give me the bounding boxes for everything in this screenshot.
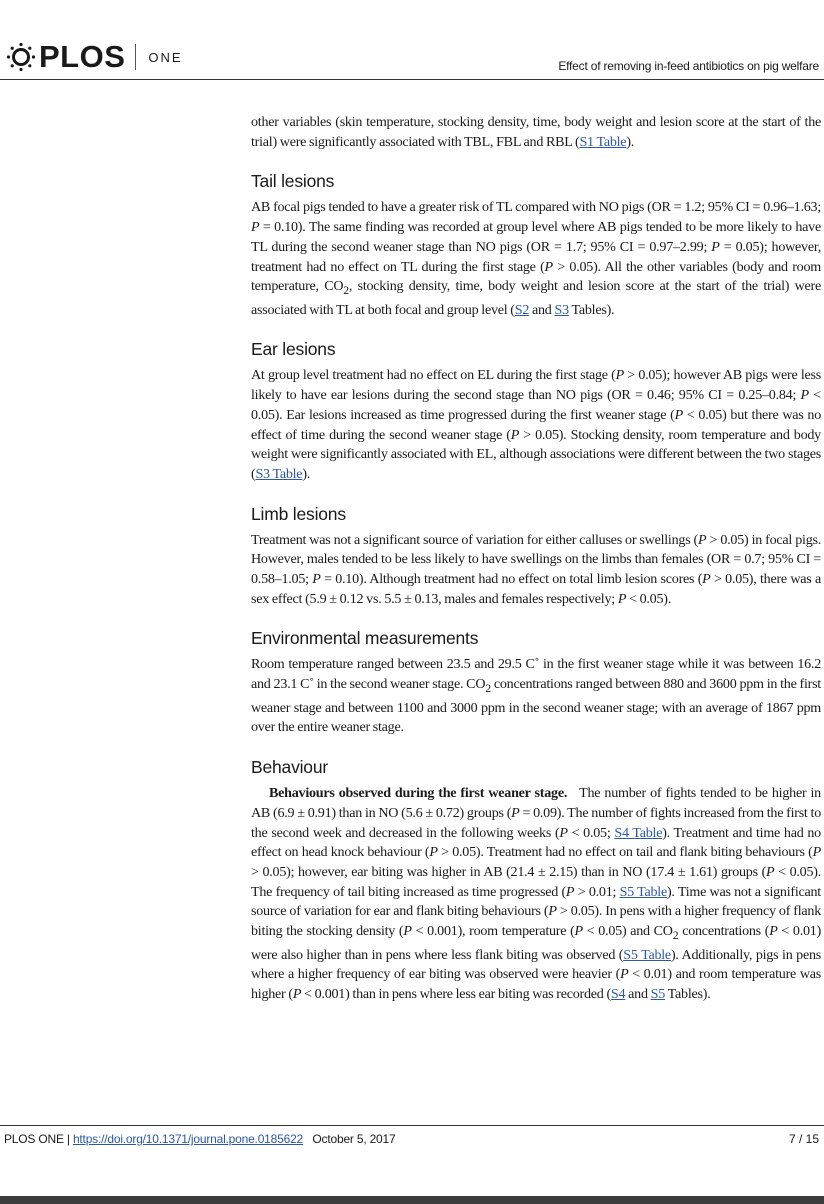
text-run: ). Time was not a significant source of variation for ear and flank biting behaviours (: [251, 883, 821, 920]
p-symbol: P: [812, 844, 821, 861]
s4-link[interactable]: S4: [610, 985, 626, 1002]
text-run: < 0.001) than in pens where less ear biting was recorded (: [301, 985, 611, 1002]
p-symbol: P: [766, 863, 775, 880]
p-symbol: P: [559, 824, 568, 841]
p-symbol: P: [615, 367, 624, 384]
p-symbol: P: [429, 844, 438, 861]
text-run: and: [625, 985, 651, 1002]
page-number: 7 / 15: [788, 1132, 819, 1146]
text-run: > 0.05). In pens with a higher frequency of flank biting the stocking density (: [251, 903, 822, 940]
logo-plos-text: PLOS: [39, 39, 126, 74]
text-run: > 0.05); however AB pigs were less likely to have ear lesions during the second stage than NO pigs (OR = 0.46; 95% CI = 0.25–0.84;: [251, 367, 821, 404]
ear-lesions-heading: Ear lesions: [251, 339, 336, 360]
runin-heading: Behaviours observed during the first weaner stage.: [269, 785, 568, 802]
running-title: Effect of removing in-feed antibiotics on pig welfare: [558, 59, 819, 73]
p-symbol: P: [510, 426, 520, 443]
text-run: < 0.01) and room temperature was higher (: [251, 966, 821, 1002]
text-run: < 0.05) and CO: [582, 923, 673, 940]
limb-lesions-paragraph: [251, 531, 821, 610]
logo-journal-text: ONE: [148, 49, 183, 65]
text-run: ).: [626, 133, 635, 150]
text-run: > 0.05) in focal pigs. However, males tended to be less likely to have swellings on the limbs than females (OR = 0.7; 95% CI = 0.58–1.05;: [251, 531, 821, 588]
environment-paragraph: [251, 655, 821, 738]
text-run: At group level treatment had no effect on EL during the first stage (: [251, 367, 616, 384]
article-body: [251, 113, 821, 1005]
tail-lesions-paragraph: [251, 198, 821, 320]
text-run: ). Treatment and time had no effect on head knock behaviour (: [251, 824, 821, 861]
behaviour-paragraph: [251, 784, 821, 1005]
text-run: < 0.001), room temperature (: [411, 923, 575, 940]
s5-table-link[interactable]: S5 Table: [623, 946, 671, 963]
p-symbol: P: [565, 883, 575, 900]
text-run: = 0.05); however, treatment had no effect on TL during the first stage (: [251, 238, 821, 275]
text-run: > 0.01;: [574, 883, 620, 900]
intro-paragraph: [251, 113, 821, 152]
limb-lesions-heading: Limb lesions: [251, 503, 346, 524]
text-run: < 0.05).: [626, 590, 671, 607]
text-run: = 0.09). The number of fights increased from the first to the second week and decreased in the following weeks (: [251, 804, 822, 841]
p-symbol: P: [698, 531, 707, 548]
p-symbol: P: [511, 804, 520, 821]
p-symbol: P: [574, 923, 583, 940]
text-run: < 0.01) were also higher than in pens where less flank biting was observed (: [251, 923, 822, 963]
s1-table-link[interactable]: S1 Table: [579, 133, 627, 150]
text-run: , stocking density, time, body weight and lesion score at the start of the trial) were associated with TL at both focal and group level (: [251, 278, 821, 318]
text-run: concentrations ranged between 880 and 3600 ppm in the first weaner stage and between 1100 and 3000 ppm in the second weaner stage; with an average of 1867 ppm over the entire weaner stage.: [251, 676, 821, 736]
p-symbol: P: [769, 923, 778, 940]
text-run: concentrations (: [678, 923, 770, 940]
tail-lesions-heading: Tail lesions: [251, 171, 335, 192]
p-symbol: P: [674, 406, 683, 423]
doi-link[interactable]: https://doi.org/10.1371/journal.pone.0185622: [72, 1132, 304, 1146]
footer-divider: [0, 1125, 824, 1126]
footer-journal: PLOS ONE |: [4, 1132, 73, 1146]
p-symbol: P: [617, 590, 627, 607]
s3-table-link[interactable]: S3 Table: [255, 465, 303, 482]
p-symbol: P: [711, 238, 720, 255]
text-run: and: [529, 301, 555, 318]
p-symbol: P: [544, 258, 553, 275]
footer-citation: [4, 1132, 395, 1146]
behaviour-heading: Behaviour: [251, 757, 329, 778]
text-run: Room temperature ranged between 23.5 and 29.5 C˚ in the first weaner stage while it was between 16.2 and 23.1 C˚ in the second weaner stage. CO: [251, 656, 821, 693]
text-run: > 0.05). Stocking density, room temperature and body weight were significantly associated with EL, although associations were different between the two stages (: [251, 426, 821, 482]
text-run: < 0.05;: [567, 824, 615, 841]
s2-link[interactable]: S2: [514, 301, 530, 318]
p-symbol: P: [292, 985, 302, 1002]
text-run: > 0.05). Treatment had no effect on tail and flank biting behaviours (: [437, 844, 813, 861]
viewer-bottom-bar: [0, 1196, 824, 1204]
p-symbol: P: [251, 219, 260, 236]
text-run: > 0.05). All the other variables (body and room temperature, CO: [251, 258, 821, 295]
p-symbol: P: [548, 903, 557, 920]
text-run: > 0.05); however, ear biting was higher in AB (21.4 ± 2.15) than in NO (17.4 ± 1.61) groups (: [251, 863, 767, 880]
text-run: < 0.05). The frequency of tail biting increased as time progressed (: [251, 863, 821, 900]
page-footer: [0, 1125, 824, 1155]
s4-table-link[interactable]: S4 Table: [614, 824, 663, 841]
plos-one-logo[interactable]: [6, 39, 183, 74]
p-symbol: P: [403, 923, 412, 940]
subscript: 2: [485, 681, 491, 695]
text-run: Tables).: [568, 301, 615, 318]
ear-lesions-paragraph: [251, 366, 821, 484]
p-symbol: P: [800, 387, 809, 404]
header-divider: [0, 79, 824, 80]
s3-link[interactable]: S3: [554, 301, 569, 318]
p-symbol: P: [312, 571, 321, 588]
text-run: Tables).: [665, 985, 711, 1002]
text-run: AB focal pigs tended to have a greater risk of TL compared with NO pigs (OR = 1.2; 95% CI = 0.96–1.63;: [251, 199, 821, 216]
text-run: The number of fights tended to be higher in AB (6.9 ± 0.91) than in NO (5.6 ± 0.72) groups (: [251, 785, 821, 821]
text-run: = 0.10). Although treatment had no effect on total limb lesion scores (: [320, 571, 703, 588]
text-run: ).: [302, 465, 311, 482]
text-run: < 0.05) but there was no effect of time during the second weaner stage (: [251, 406, 821, 443]
s5-link[interactable]: S5: [650, 985, 666, 1002]
footer-date: October 5, 2017: [312, 1132, 396, 1146]
text-run: ). Additionally, pigs in pens where a higher frequency of ear biting was observed were heavier (: [251, 946, 822, 983]
environmental-measurements-heading: Environmental measurements: [251, 628, 479, 649]
page-header: [0, 0, 824, 80]
s5-table-link[interactable]: S5 Table: [619, 883, 667, 900]
text-run: other variables (skin temperature, stocking density, time, body weight and lesion score at the start of the trial) were significantly associated with TBL, FBL and RBL (: [251, 114, 821, 150]
p-symbol: P: [620, 966, 629, 983]
plos-logo-mark-icon: [6, 42, 36, 72]
logo-divider: [135, 44, 136, 70]
p-symbol: P: [702, 571, 711, 588]
text-run: = 0.10). The same finding was recorded at group level where AB pigs tended to be more likely to have TL during the second weaner stage than NO pigs (OR = 1.7; 95% CI = 0.97–2.99;: [251, 219, 821, 255]
text-run: < 0.05). Ear lesions increased as time progressed during the first weaner stage (: [251, 387, 821, 423]
subscript: 2: [672, 928, 679, 942]
subscript: 2: [343, 284, 349, 298]
text-run: > 0.05), there was a sex effect (5.9 ± 0.12 vs. 5.5 ± 0.13, males and females respectively;: [251, 571, 821, 607]
text-run: Treatment was not a significant source of variation for either calluses or swellings (: [251, 531, 699, 548]
